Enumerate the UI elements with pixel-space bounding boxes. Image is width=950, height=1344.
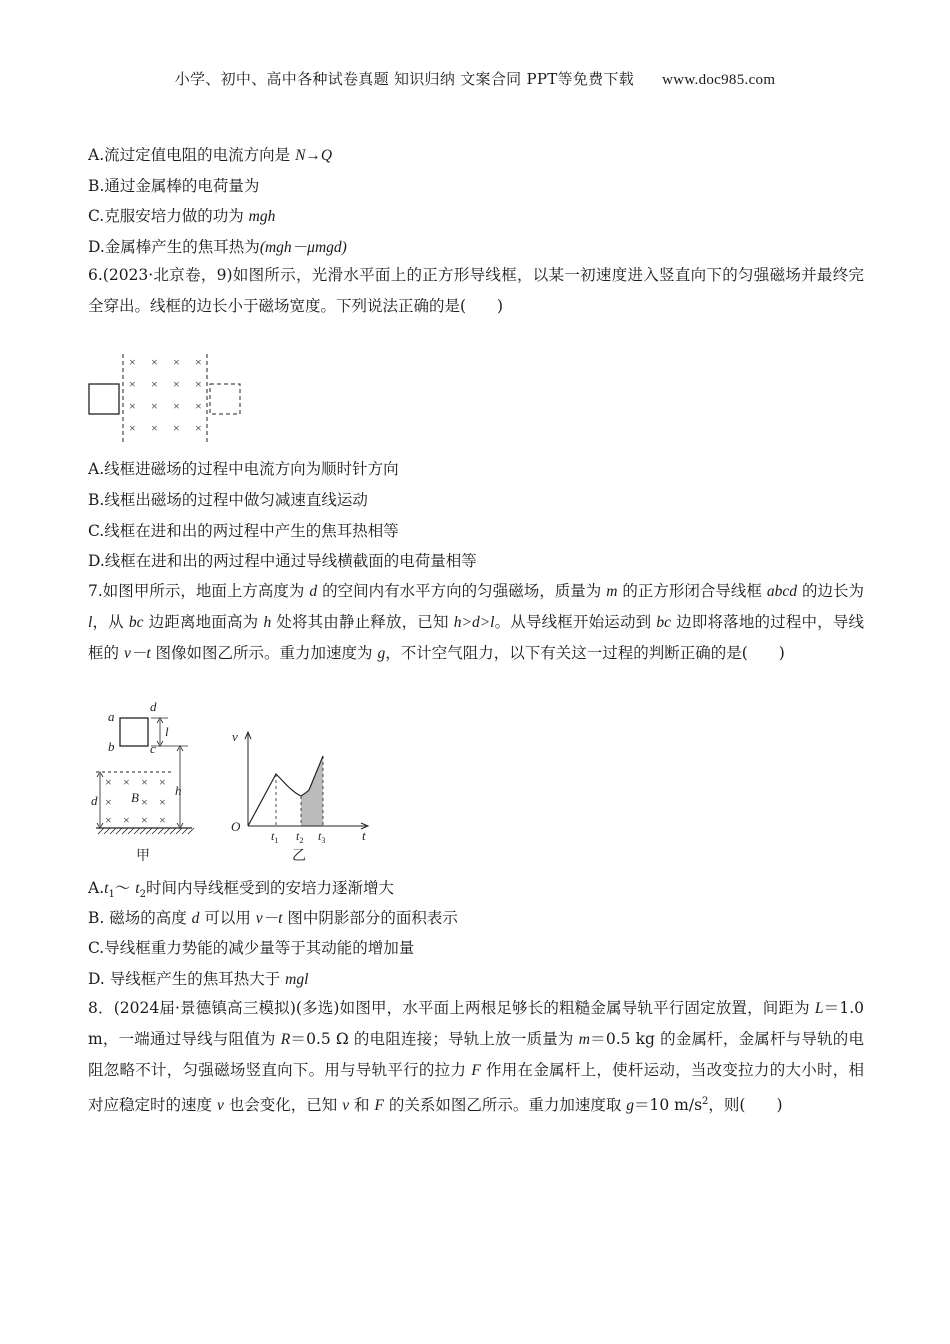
jia-hatch-line [152, 828, 158, 834]
q6-stem: 6.(2023·北京卷，9)如图所示，光滑水平面上的正方形导线框，以某一初速度进入竖直向下的匀强磁场并最终完全穿出。线框的边长小于磁场宽度。下列说法正确的是( ) [88, 266, 864, 315]
jia-hatch-line [122, 828, 128, 834]
q7-option-c: C.导线框重力势能的减少量等于其动能的增加量 [88, 939, 415, 957]
jia-hatch-line [170, 828, 176, 834]
jia-field-cross: × [123, 813, 130, 827]
q5-option-c: C.克服安培力做的功为 mgh [88, 207, 276, 225]
q6-field-cross: × [129, 421, 136, 435]
q6-field-cross: × [129, 399, 136, 413]
jia-field-cross: × [159, 775, 166, 789]
jia-label-l: l [165, 724, 169, 739]
q5-option-d: D.金属棒产生的焦耳热为(mgh－μmgd) [88, 238, 347, 256]
q6-field-cross: × [151, 399, 158, 413]
q6-field-cross: × [151, 377, 158, 391]
q6-field-cross: × [195, 421, 202, 435]
q7-option-d: D. 导线框产生的焦耳热大于 mgl [88, 970, 309, 988]
q6-frame-before [89, 384, 119, 414]
q6-field-cross: × [173, 421, 180, 435]
jia-hatch-line [146, 828, 152, 834]
jia-label-a: a [108, 709, 115, 724]
q6-option-b: B.线框出磁场的过程中做匀减速直线运动 [88, 491, 368, 509]
header-text: 小学、初中、高中各种试卷真题 知识归纳 文案合同 PPT等免费下载 [174, 70, 635, 88]
jia-label-h: h [175, 783, 182, 798]
q7-figure-yi [226, 726, 376, 866]
jia-field-cross: × [141, 775, 148, 789]
jia-label-d-side: d [91, 793, 98, 808]
jia-label-B: B [131, 790, 139, 805]
yi-tick-t2: $t_2$ [296, 829, 304, 845]
jia-hatch-line [110, 828, 116, 834]
q5-option-b: B.通过金属棒的电荷量为 [88, 177, 260, 195]
yi-shaded-area [301, 756, 323, 826]
jia-label-c: c [150, 741, 156, 756]
jia-hatch-line [116, 828, 122, 834]
jia-field-cross: × [159, 813, 166, 827]
q7-stem: 7.如图甲所示，地面上方高度为 d 的空间内有水平方向的匀强磁场，质量为 m 的正方形闭合导线框 abcd 的边长为 l，从 bc 边距离地面高为 h 处将其由静止释放，已知 h>d>l。从导线框开始运动到 bc 边即将落地的过程中，导线框的 v－t 图像如图乙所示。重力加速度为 g，不计空气阻力，以下有关这一过程的判断正确的是( ) [88, 582, 865, 662]
jia-hatch-line [164, 828, 170, 834]
yi-tick-t3: $t_3$ [318, 829, 326, 845]
yi-label-O: O [231, 819, 241, 834]
yi-label-t: t [362, 828, 366, 843]
q6-field-cross: × [129, 377, 136, 391]
q8-stem: 8．(2024届·景德镇高三模拟)(多选)如图甲，水平面上两根足够长的粗糙金属导轨平行固定放置，间距为 L＝1.0 m，一端通过导线与阻值为 R＝0.5 Ω 的电阻连接；导轨上放一质量为 m＝0.5 kg 的金属杆，金属杆与导轨的电阻忽略不计，匀强磁场竖直向下。用与导轨平行的拉力 F 作用在金属杆上，使杆运动，当改变拉力的大小时，相对应稳定时的速度 v 也会变化，已知 v 和 F 的关系如图乙所示。重力加速度取 g＝10 $m/s^2$，则( ) [88, 999, 864, 1115]
jia-hatch-line [188, 828, 194, 834]
q6-field-cross: × [151, 421, 158, 435]
q6-option-c: C.线框在进和出的两过程中产生的焦耳热相等 [88, 522, 399, 540]
jia-hatch-line [104, 828, 110, 834]
q6-frame-after [210, 384, 240, 414]
yi-tick-t1: $t_1$ [271, 829, 279, 845]
jia-label-b: b [108, 739, 115, 754]
yi-caption: 乙 [292, 849, 306, 864]
q7-figure-jia [88, 698, 198, 866]
q6-figure [84, 350, 249, 445]
jia-field-cross: × [105, 813, 112, 827]
jia-hatch-line [128, 828, 134, 834]
jia-hatch-line [140, 828, 146, 834]
q6-field-cross: × [173, 377, 180, 391]
jia-field-cross: × [123, 775, 130, 789]
q6-field-cross: × [151, 355, 158, 369]
jia-field-cross: × [141, 795, 148, 809]
q6-field-cross: × [173, 355, 180, 369]
page-header [0, 68, 950, 89]
q6-cross-grid [129, 355, 202, 435]
jia-field-cross: × [159, 795, 166, 809]
jia-hatch-line [176, 828, 182, 834]
jia-hatch-line [134, 828, 140, 834]
jia-hatch-line [158, 828, 164, 834]
q7-option-a: $A.t_1\sim$ $t_2$时间内导线框受到的安培力逐渐增大 [88, 879, 394, 901]
jia-hatch-line [182, 828, 188, 834]
q6-field-cross: × [195, 399, 202, 413]
header-site: www.doc985.com [662, 72, 776, 88]
jia-ground-hatch [98, 828, 194, 834]
q6-field-cross: × [129, 355, 136, 369]
jia-field-cross: × [141, 813, 148, 827]
jia-hatch-line [98, 828, 104, 834]
q6-option-a: A.线框进磁场的过程中电流方向为顺时针方向 [88, 460, 399, 478]
q6-field-cross: × [195, 355, 202, 369]
yi-label-v: v [232, 729, 238, 744]
q6-option-d: D.线框在进和出的两过程中通过导线横截面的电荷量相等 [88, 552, 477, 570]
jia-wire-frame [120, 718, 148, 746]
jia-field-cross: × [105, 795, 112, 809]
q6-field-cross: × [173, 399, 180, 413]
jia-caption: 甲 [136, 849, 150, 864]
q7-option-b: B. 磁场的高度 d 可以用 v－t 图中阴影部分的面积表示 [88, 909, 458, 927]
q5-option-a: A.流过定值电阻的电流方向是 N→Q [88, 146, 333, 164]
jia-label-d-top: d [150, 699, 157, 714]
q6-field-cross: × [195, 377, 202, 391]
jia-field-cross: × [105, 775, 112, 789]
